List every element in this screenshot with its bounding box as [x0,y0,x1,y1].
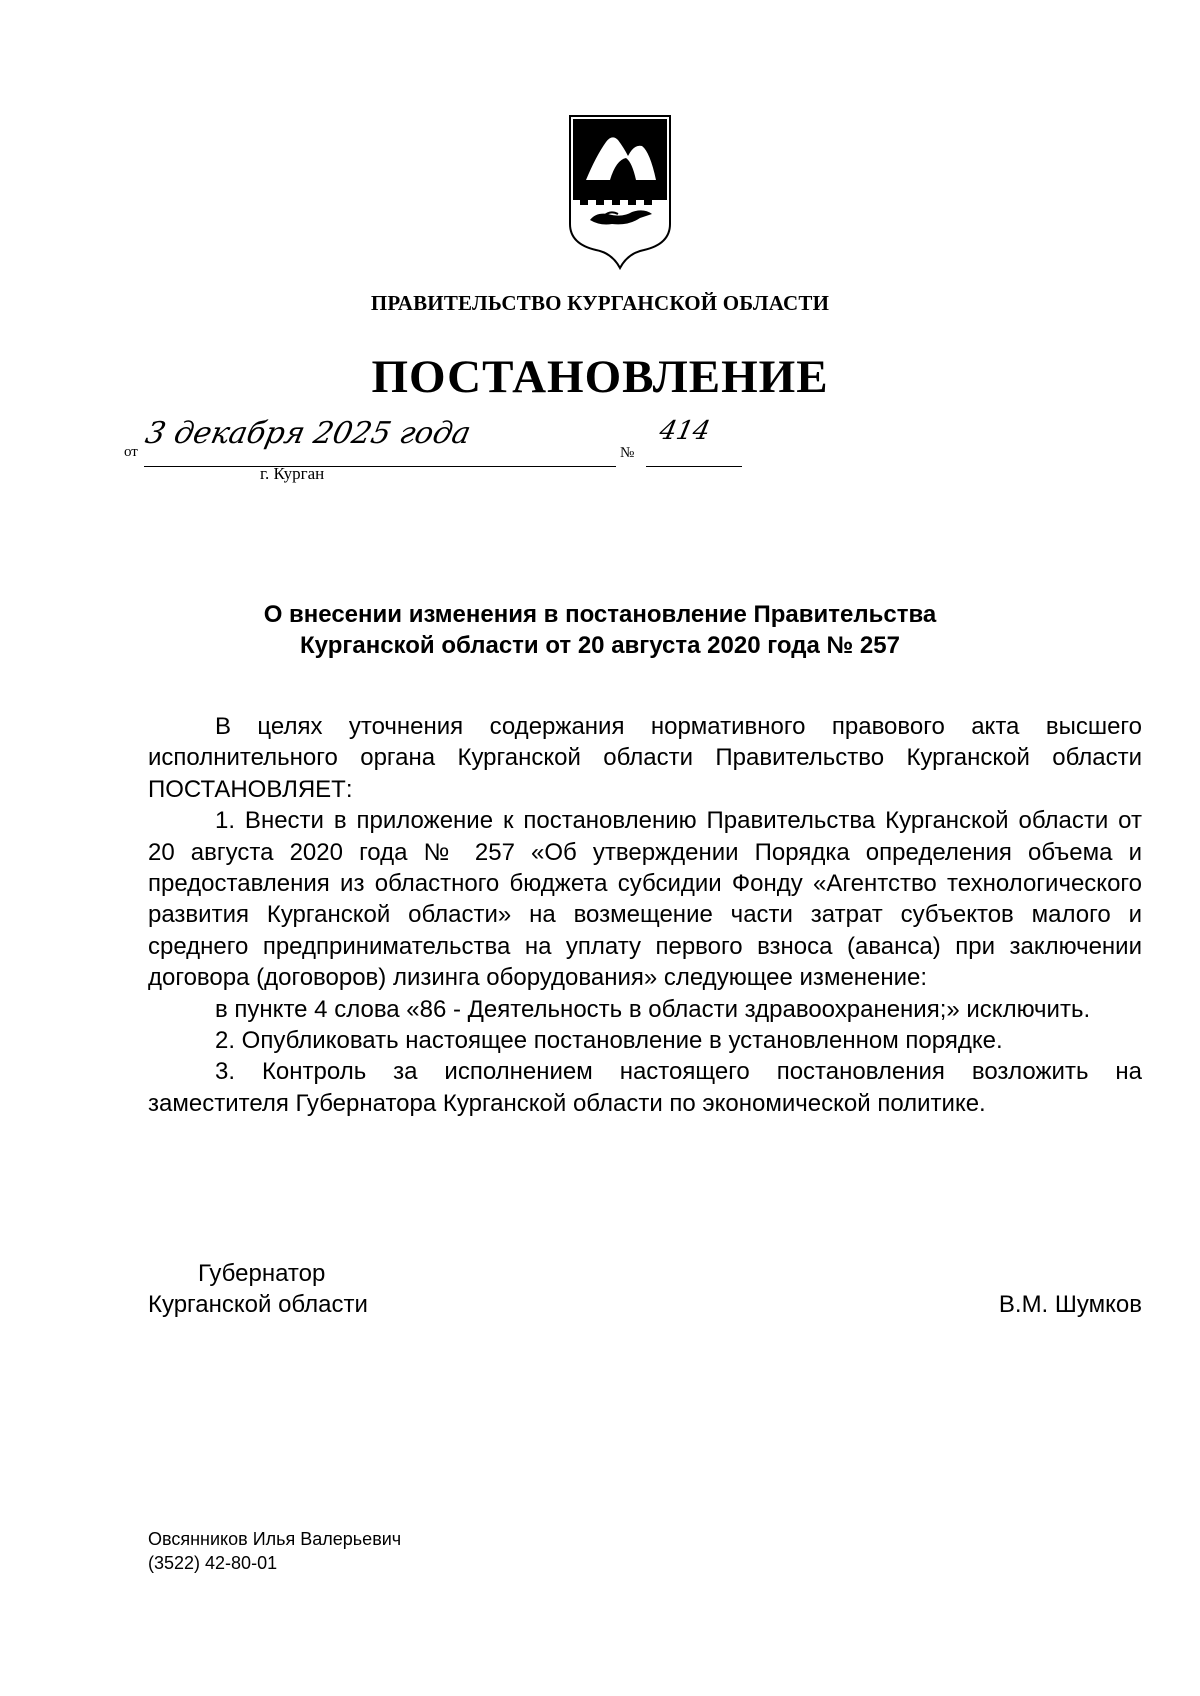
body-paragraph-preamble: В целях уточнения содержания нормативного правового акта высшего исполнительного органа Курганской области Правительство Курганской области ПОСТАНОВЛЯЕТ: [148,713,1142,803]
body-paragraph-item-3: 3. Контроль за исполнением настоящего постановления возложить на заместителя Губернатора Курганской области по экономической политике. [148,1058,1142,1117]
number-prefix-label: № [620,445,635,461]
city-label: г. Курган [260,464,325,483]
signatory-position-line-1: Губернатор [198,1260,326,1287]
executor-contact [148,1527,401,1575]
date-number-line [124,416,713,490]
document-body [148,711,1142,1119]
subject-line-1: О внесении изменения в постановление Правительства [263,601,937,628]
body-paragraph-item-1: 1. Внести в приложение к постановлению Правительства Курганской области от 20 августа 2020 года № 257 «Об утверждении Порядка определения объема и предоставления из областного бюджета субсидии Фонду «Агентство технологического развития Курганской области» на возмещение части затрат субъектов малого и среднего предпринимательства на уплату первого взноса (аванса) при заключении договора (договоров) лизинга оборудования» следующее изменение: [148,807,1142,992]
subject-line-2: Курганской области от 20 августа 2020 года № 257 [300,632,900,659]
document-type-title: ПОСТАНОВЛЕНИЕ [371,351,829,403]
handwritten-date: 3 декабря 2025 года [142,416,474,451]
number-field [646,416,742,467]
handwritten-number: 414 [656,416,713,446]
issuing-authority: ПРАВИТЕЛЬСТВО КУРГАНСКОЙ ОБЛАСТИ [370,291,830,315]
signatory-name: В.М. Шумков [998,1291,1142,1318]
body-paragraph-amendment: в пункте 4 слова «86 - Деятельность в области здравоохранения;» исключить. [215,995,1091,1023]
body-paragraph-item-2: 2. Опубликовать настоящее постановление в установленном порядке. [215,1027,1003,1055]
signatory-position-line-2: Курганской области [148,1291,368,1319]
date-prefix-label: от [124,444,138,460]
document-subject [0,599,1200,661]
executor-phone: (3522) 42-80-01 [148,1553,278,1573]
signatory-position [148,1258,368,1321]
date-field [142,416,616,467]
executor-name: Овсянников Илья Валерьевич [148,1529,402,1549]
kurgan-coat-of-arms-icon [566,112,674,270]
